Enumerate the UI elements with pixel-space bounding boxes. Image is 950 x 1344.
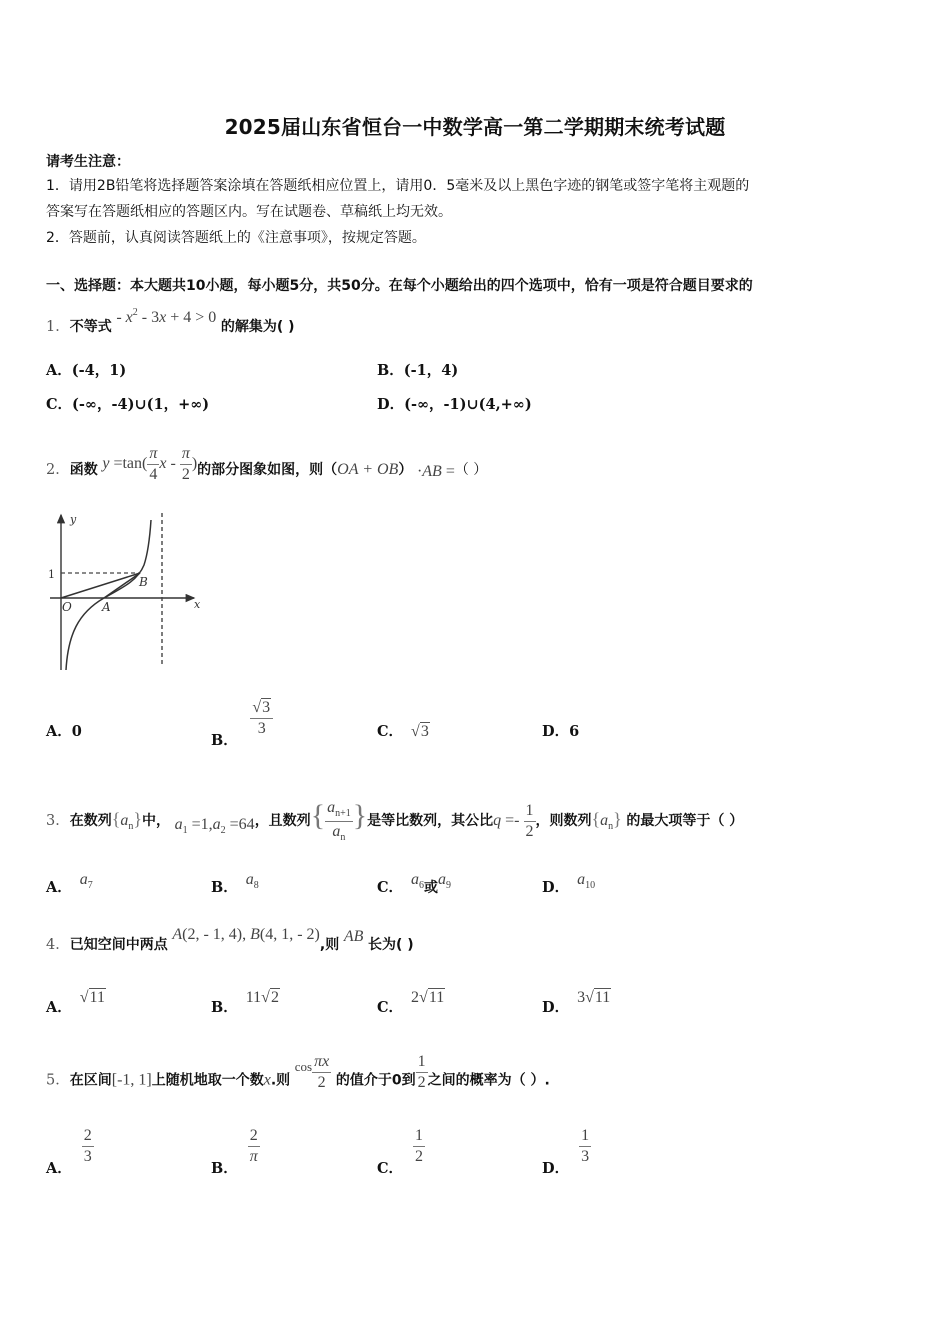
interval: [-1, 1] [111,1071,152,1089]
question-1: 1．不等式 - $x^2 - 3x + 4 > 0$ 的解集为( ) [46,307,295,335]
points-ab: A(2, - 1, 4), B(4, 1, - 2) [172,926,320,943]
inequality-expression: - $x^2 - 3x + 4 > 0$ [116,307,217,326]
y-axis-label: y [70,513,77,526]
q1-option-b[interactable]: B．(-1，4) [377,362,459,379]
question-4: 4．已知空间中两点 A(2, - 1, 4), B(4, 1, - 2),则 AB 长为( ) [46,926,414,953]
q4-option-d[interactable]: D．3√11 [542,989,611,1016]
notice-item-2: 2．答题前，认真阅读答题纸上的《注意事项》，按规定答题。 [46,230,426,246]
q1-option-a[interactable]: A．(-4，1) [46,362,127,379]
notice-heading: 请考生注意： [46,154,130,170]
notice-item-1: 1．请用2B铅笔将选择题答案涂填在答题纸相应位置上，请用0．5毫米及以上黑色字迹的钢笔或签字笔将主观题的 [46,178,750,194]
notice-item-1-cont: 答案写在答题纸相应的答题区内。写在试题卷、草稿纸上均无效。 [46,204,452,220]
q5-option-c[interactable]: C． $\frac{1}{2}$ [377,1127,424,1177]
q5-option-b[interactable]: B． $\frac{2}{\pi}$ [211,1127,258,1177]
tick-1-label: 1 [48,568,55,581]
q3-option-c[interactable]: C． $a_6$或$a_9$ [377,871,452,896]
vector-sum: OA + OB [337,461,399,479]
point-b-label: B [139,575,148,589]
question-3: 3．在数列$\{a_n\}$中， $a_1 =1,a_2 =64$，且数列{ $\frac{a_{n+1}}{a_n}$ }是等比数列，其公比q =- $\frac{1}{2}$ ，则数列$\{a_n\}$ 的最大项等于（ ） [46,799,744,843]
point-a-label: A [102,600,111,614]
question-2: 2．函数 y =tan( $\frac{\pi}{4}$ x - $\frac{\pi}{2}$ )的部分图象如图，则（OA + OB） ·AB =（ ） [46,445,488,483]
x-axis-label: x [194,598,201,611]
tan-function-expression: y =tan( $\frac{\pi}{4}$ x - $\frac{\pi}{2}$ ) [102,445,198,483]
q3-option-a[interactable]: A． $a_7$ [46,871,93,896]
q2-option-b[interactable]: B． $\frac{√3}{3}$ [211,700,273,737]
q2-option-a[interactable]: A．0 [46,723,82,740]
q1-option-d[interactable]: D．(-∞，-1)∪(4,+∞) [377,396,532,413]
section-heading: 一、选择题：本大题共10小题，每小题5分，共50分。在每个小题给出的四个选项中，恰有一项是符合题目要求的 [46,278,753,294]
q2-option-c[interactable]: C． √3 [377,723,429,740]
tangent-graph-figure [44,505,214,675]
q4-option-a[interactable]: A．√11 [46,989,105,1016]
sequence-an: $\{a_n\}$ [111,809,143,833]
common-ratio: q =- $\frac{1}{2}$ [493,802,534,840]
q5-option-d[interactable]: D． $\frac{1}{3}$ [542,1127,590,1177]
q4-option-b[interactable]: B．11√2 [211,989,279,1016]
origin-label: O [62,600,72,614]
q3-option-d[interactable]: D． $a_{10}$ [542,871,596,896]
cosine-expression: $^{cos}$ $\frac{\pi x}{2}$ [294,1053,330,1092]
ratio-sequence: { $\frac{a_{n+1}}{a_n}$ } [310,799,368,843]
q3-option-b[interactable]: B． $a_8$ [211,871,259,896]
q1-option-c[interactable]: C．(-∞，-4)∪(1，+∞) [46,396,210,413]
document-title: 2025届山东省恒台一中数学高一第二学期期末统考试题 [224,115,726,139]
q4-option-c[interactable]: C．2√11 [377,989,445,1016]
q5-option-a[interactable]: A． $\frac{2}{3}$ [46,1127,92,1177]
initial-terms: $a_1 =1,a_2 =64$ [174,816,255,837]
question-5: 5．在区间[-1, 1]上随机地取一个数x.则 $^{cos}$ $\frac{\pi x}{2}$ 的值介于0到 $\frac{1}{2}$ 之间的概率为（ ）. [46,1053,550,1092]
dot-ab: ·AB = [416,463,455,481]
q2-option-d[interactable]: D．6 [542,723,580,740]
question-number: 1． [46,319,70,335]
